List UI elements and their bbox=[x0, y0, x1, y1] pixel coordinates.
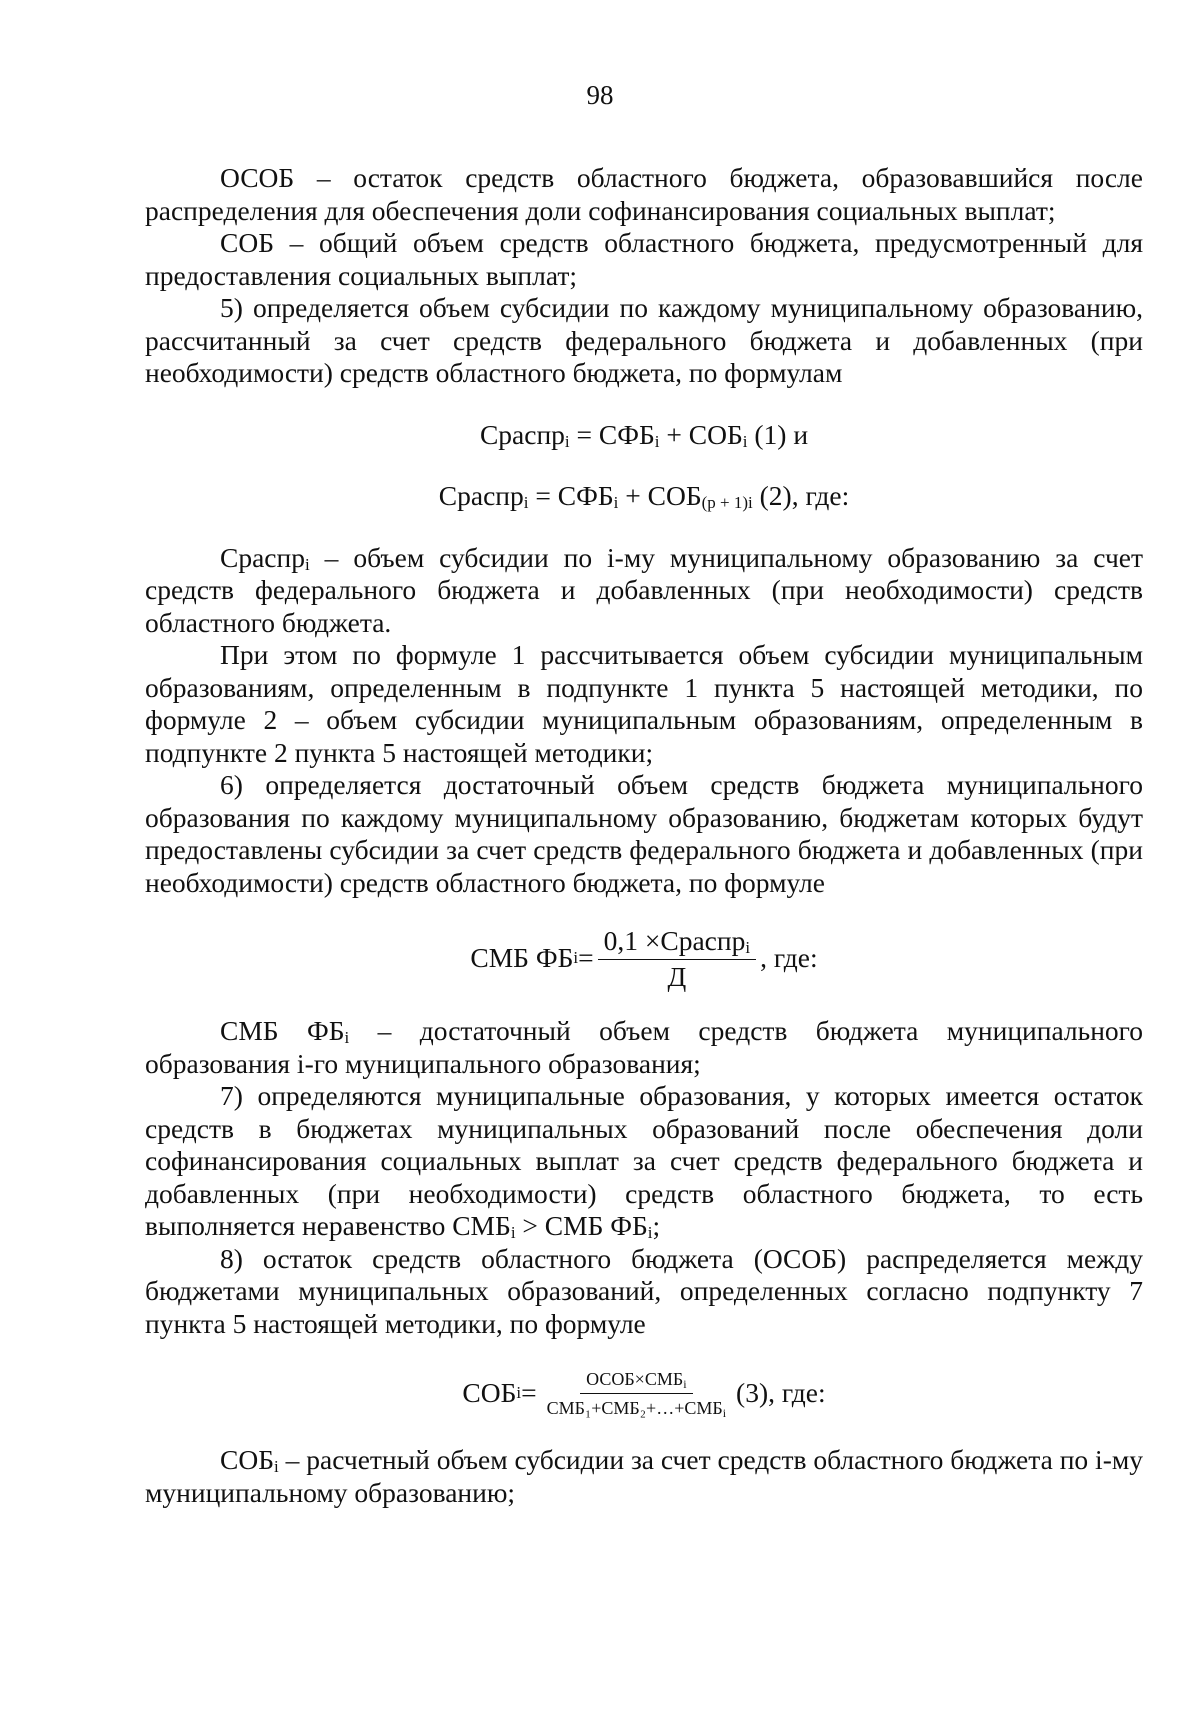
item-7-text: 7) определяются муниципальные образования, у которых имеется остаток средств в бюджетах муниципальных образований после обеспечения доли софинансирования социальных выплат за счет средств федерального бюджета и добавленных (при необходимости) средств областного бюджета, то есть выполняется неравенство СМБ bbox=[145, 1080, 1143, 1241]
paragraph-sob-i-def bbox=[145, 1444, 1143, 1509]
document-body bbox=[145, 162, 1143, 1509]
formula-1-tail: (1) и bbox=[747, 418, 809, 450]
formula-4-denominator bbox=[541, 1394, 732, 1420]
formula-4-numerator-text: ОСОБ×СМБ bbox=[586, 1368, 684, 1389]
formula-3-lhs: СМБ ФБ bbox=[470, 941, 574, 973]
sob-i-definition: – расчетный объем субсидии за счет средств областного бюджета по i-му муниципальному образованию; bbox=[145, 1444, 1143, 1508]
paragraph-item-8: 8) остаток средств областного бюджета (ОСОБ) распределяется между бюджетами муниципальных образований, определенных согласно подпункту 7 пункта 5 настоящей методики, по формуле bbox=[145, 1242, 1143, 1339]
sob-i-sub: i bbox=[274, 1457, 279, 1476]
smbfb-sub: i bbox=[344, 1028, 350, 1047]
formula-4-numerator-sub: i bbox=[683, 1376, 687, 1391]
formula-3-numerator bbox=[598, 925, 756, 960]
formula-2-sob-sub: (р + 1)i bbox=[701, 493, 753, 512]
paragraph-item-5: 5) определяется объем субсидии по каждому муниципальному образованию, рассчитанный за счет средств федерального бюджета и добавленных (при необходимости) средств областного бюджета, по формулам bbox=[145, 292, 1143, 388]
formula-2-sob: СОБ bbox=[647, 480, 702, 511]
item-7-sub-2: i bbox=[647, 1223, 653, 1242]
item-7-sub-1: i bbox=[510, 1223, 516, 1242]
page-number: 98 bbox=[586, 80, 614, 110]
paragraph-srasp-def bbox=[145, 542, 1143, 640]
formula-4-lhs: СОБ bbox=[462, 1376, 517, 1408]
paragraph-formula-note: При этом по формуле 1 рассчитывается объем субсидии муниципальным образованиям, определенным в подпункте 1 пункта 5 настоящей методики, по формуле 2 – объем субсидии муниципальным образованиям, определенным в подпункте 2 пункта 5 настоящей методики; bbox=[145, 639, 1143, 768]
formula-1-sob-sub: i bbox=[742, 431, 748, 451]
srasp-symbol: Сраспр bbox=[220, 541, 305, 573]
paragraph-item-6: 6) определяется достаточный объем средств бюджета муниципального образования по каждому муниципальному образованию, бюджетам которых будут предоставлены субсидии за счет средств федерального бюджета и добавленных (при необходимости) средств областного бюджета, по формуле bbox=[145, 769, 1143, 898]
formula-1-sob: СОБ bbox=[688, 418, 743, 450]
srasp-sub: i bbox=[304, 554, 310, 574]
formula-4-fraction bbox=[541, 1367, 732, 1420]
formula-3-numerator-text: 0,1 ×Сраспр bbox=[603, 924, 746, 956]
formula-3: СМБ ФБ i = $\frac{0,1 \times Сраспр_i}{Д}$ , где: bbox=[470, 924, 818, 992]
formula-4-numerator bbox=[580, 1367, 692, 1394]
formula-1-sfb: СФБ bbox=[598, 418, 655, 450]
paragraph-sob: СОБ – общий объем средств областного бюджета, предусмотренный для предоставления социальных выплат; bbox=[145, 227, 1143, 291]
formula-4: СОБ i = $\frac{ОСОБ\times СМБ_i}{СМБ_1+СМБ_2+\dots+СМБ_i}$ (3), где: bbox=[462, 1368, 826, 1420]
formula-2-eq: = bbox=[528, 480, 558, 511]
smbfb-symbol: СМБ ФБ bbox=[220, 1015, 345, 1046]
formula-2-sfb-sub: i bbox=[613, 493, 619, 512]
formula-2-sfb: СФБ bbox=[557, 480, 614, 511]
formula-1-lhs-sub: i bbox=[564, 431, 570, 451]
srasp-definition: – объем субсидии по i-му муниципальному образованию за счет средств федерального бюджета и добавленных (при необходимости) средств областного бюджета. bbox=[145, 541, 1143, 638]
item-7-mid: > СМБ ФБ bbox=[515, 1210, 648, 1241]
formula-2-tail: (2), где: bbox=[752, 480, 850, 511]
item-7-end: ; bbox=[652, 1210, 661, 1241]
formula-3-numerator-sub: i bbox=[745, 937, 751, 957]
formula-4-eq: = bbox=[521, 1376, 537, 1408]
paragraph-osob: ОСОБ – остаток средств областного бюджета, образовавшийся после распределения для обеспечения доли софинансирования социальных выплат; bbox=[145, 162, 1143, 226]
formula-2-plus: + bbox=[618, 480, 648, 511]
formula-1-plus: + bbox=[659, 418, 689, 450]
formula-1-lhs: Сраспр bbox=[479, 418, 565, 450]
formula-2 bbox=[145, 480, 1143, 513]
formula-4-denominator-text: СМБ₁+СМБ₂+…+СМБ bbox=[546, 1397, 723, 1418]
formula-2-lhs-sub: i bbox=[523, 493, 529, 512]
formula-3-fraction bbox=[598, 925, 756, 992]
paragraph-item-7 bbox=[145, 1080, 1143, 1243]
formula-4-tail: (3), где: bbox=[736, 1376, 826, 1408]
formula-3-tail: , где: bbox=[760, 941, 818, 973]
paragraph-smbfb-def bbox=[145, 1015, 1143, 1080]
smbfb-definition: – достаточный объем средств бюджета муниципального образования i-го муниципального образования; bbox=[145, 1015, 1144, 1079]
formula-3-denominator: Д bbox=[667, 960, 687, 992]
sob-i-symbol: СОБ bbox=[220, 1444, 274, 1475]
formula-1-eq: = bbox=[569, 418, 599, 450]
formula-4-denominator-sub: i bbox=[722, 1405, 727, 1420]
formula-1-sfb-sub: i bbox=[654, 431, 660, 451]
formula-1 bbox=[145, 419, 1143, 452]
formula-2-lhs: Сраспр bbox=[438, 480, 524, 511]
formula-3-eq: = bbox=[578, 941, 594, 973]
